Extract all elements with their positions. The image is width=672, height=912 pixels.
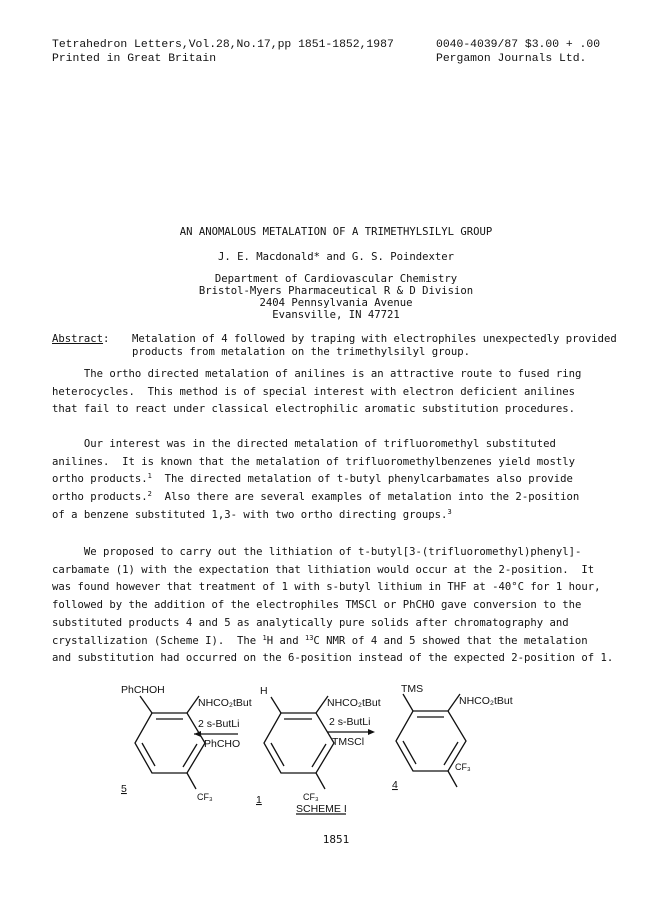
substituent-h: H	[260, 685, 268, 697]
double-bond	[183, 744, 197, 767]
abstract-label: Abstract:	[52, 333, 110, 345]
substituent-tms: TMS	[401, 683, 424, 695]
text-line: and substitution had occurred on the 6-position instead of the expected 2-position of 1.	[52, 652, 614, 665]
double-bond	[312, 744, 326, 767]
affiliation-line: Evansville, IN 47721	[272, 309, 400, 321]
text-line: followed by the addition of the electrophiles TMSCl or PhCHO gave conversion to the	[52, 599, 582, 612]
reagent-label: TMSCl	[332, 736, 365, 748]
text-line: ortho products.$^2$ Also there are several examples of metalation into the 2-position	[52, 490, 580, 504]
publisher: Pergamon Journals Ltd.	[436, 53, 587, 65]
abstract-line: Metalation of 4 followed by traping with electrophiles unexpectedly provided	[132, 333, 617, 345]
substituent-cf3: CF₃	[455, 762, 471, 772]
bond-line	[140, 696, 152, 713]
substituent-cf3: CF₃	[303, 792, 319, 802]
compound-label-5: 5	[121, 783, 127, 795]
reagent-label: 2 s-ButLi	[329, 716, 371, 728]
substituent-carbamate: NHCO₂tBut	[198, 697, 252, 709]
reagent-label: 2 s-ButLi	[198, 718, 240, 730]
printed-in: Printed in Great Britain	[52, 53, 217, 65]
substituent-carbamate: NHCO₂tBut	[459, 695, 513, 707]
bond-line	[187, 773, 196, 789]
text-line: was found however that treatment of 1 with s-butyl lithium in THF at -40°C for 1 hour,	[52, 581, 601, 594]
text-line: anilines. It is known that the metalation of trifluoromethylbenzenes yield mostly	[52, 455, 575, 468]
text-line: carbamate (1) with the expectation that lithiation would occur at the 2-position. It	[52, 563, 595, 576]
double-bond	[403, 741, 416, 764]
nmr-superscript: 1	[262, 633, 267, 642]
arrowhead	[368, 729, 375, 735]
text-line: crystallization (Scheme I). The $^1$H and $^{13}$C NMR of 4 and 5 showed that the metalation	[52, 633, 588, 647]
text-line: ortho products.$^1$ The directed metalation of t-butyl phenylcarbamates also provide	[52, 472, 573, 486]
price-code: 0040-4039/87 $3.00 + .00	[436, 39, 601, 51]
text-line: substituted products 4 and 5 as analytically pure solids after chromatography and	[52, 616, 569, 629]
substituent-phchoh: PhCHOH	[121, 684, 165, 696]
substituent-carbamate: NHCO₂tBut	[327, 697, 381, 709]
benzene-ring-left	[135, 713, 205, 773]
bond-line	[403, 694, 413, 711]
arrowhead	[194, 731, 201, 737]
benzene-ring-middle	[264, 713, 334, 773]
nmr-superscript: 13	[304, 633, 314, 642]
journal-citation: Tetrahedron Letters,Vol.28,No.17,pp 1851-1852,1987	[52, 39, 394, 51]
scheme-caption: SCHEME I	[296, 803, 347, 815]
compound-label-1: 1	[256, 794, 262, 806]
substituent-cf3: CF₃	[197, 792, 213, 802]
page-number: 1851	[322, 833, 350, 846]
double-bond	[142, 743, 155, 766]
article-title: AN ANOMALOUS METALATION OF A TRIMETHYLSILYL GROUP	[179, 226, 493, 238]
text-line: of a benzene substituted 1,3- with two ortho directing groups.$^3$	[52, 507, 452, 521]
text-line: The ortho directed metalation of anilines is an attractive route to fused ring	[52, 368, 582, 380]
text-line: We proposed to carry out the lithiation of t-butyl[3-(trifluoromethyl)phenyl]-	[52, 546, 582, 558]
authors: J. E. Macdonald* and G. S. Poindexter	[218, 251, 454, 263]
affiliation-line: Department of Cardiovascular Chemistry	[214, 273, 458, 285]
compound-label-4: 4	[392, 779, 398, 791]
double-bond	[271, 743, 284, 766]
bond-line	[316, 773, 325, 789]
reagent-label: PhCHO	[204, 738, 241, 750]
ref-superscript: 1	[147, 472, 152, 481]
text-line: heterocycles. This method is of special interest with electron deficient anilines	[52, 385, 575, 398]
affiliation-line: Bristol-Myers Pharmaceutical R & D Division	[198, 285, 474, 297]
bond-line	[271, 697, 281, 713]
ref-superscript: 2	[147, 490, 152, 499]
affiliation-line: 2404 Pennsylvania Avenue	[259, 297, 413, 309]
abstract-line: products from metalation on the trimethylsilyl group.	[132, 346, 471, 358]
bond-line	[448, 771, 457, 787]
text-line: Our interest was in the directed metalation of trifluoromethyl substituted	[52, 438, 556, 450]
text-line: that fail to react under classical electrophilic aromatic substitution procedures.	[52, 403, 575, 416]
ref-superscript: 3	[447, 507, 452, 516]
